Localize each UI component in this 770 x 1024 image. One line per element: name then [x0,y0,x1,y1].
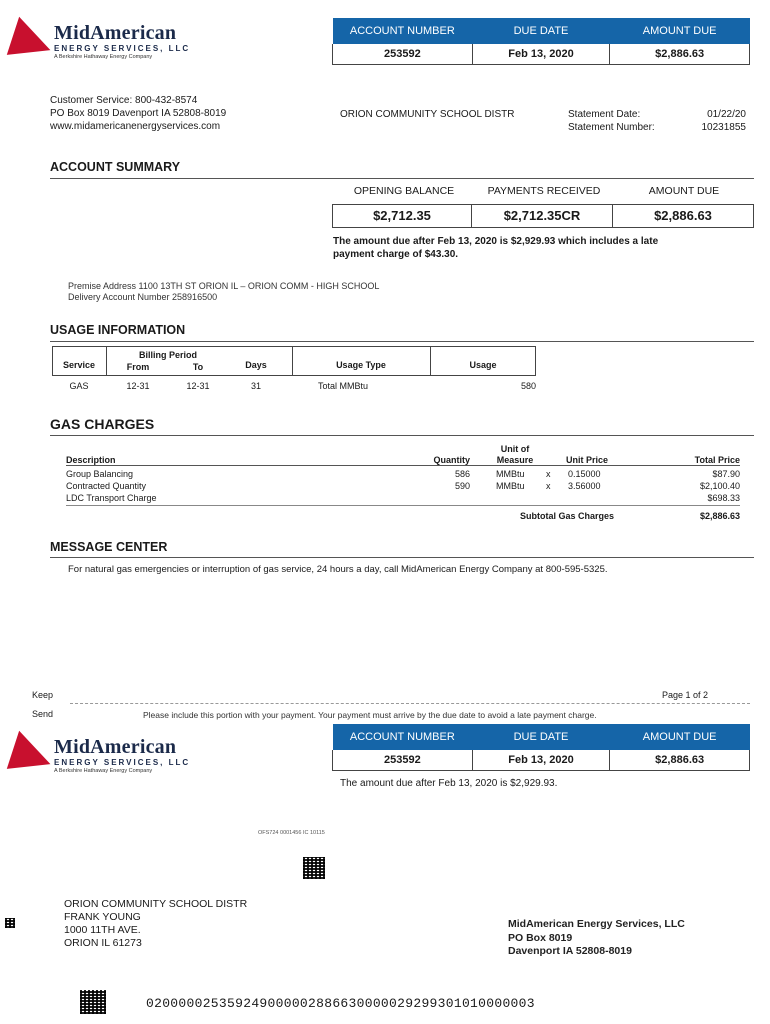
logo-subtitle: ENERGY SERVICES, LLC [54,44,191,53]
stub-due-date-header: DUE DATE [472,724,610,750]
divider [66,505,740,506]
amount-due-header: AMOUNT DUE [610,18,750,44]
side-mark-icon [5,918,15,928]
keep-label: Keep [32,690,54,700]
gc-row-total: $698.33 [707,493,740,503]
usage-row-service: GAS [69,381,89,391]
website-link[interactable]: www.midamericanenergyservices.com [50,121,221,132]
usage-type-header: Usage Type [336,360,386,370]
stub-due-date-value: Feb 13, 2020 [472,750,610,770]
gc-row-total: $87.90 [712,469,740,479]
divider [50,435,754,436]
stub-amount-due-value: $2,886.63 [610,750,750,770]
account-summary-title: ACCOUNT SUMMARY [50,160,181,174]
due-date-header: DUE DATE [472,18,610,44]
usage-days-header: Days [245,360,267,370]
gc-quantity-header: Quantity [433,455,470,465]
statement-date-label: Statement Date: [568,109,641,120]
usage-usage-header: Usage [469,360,497,370]
customer-service-line: Customer Service: 800-432-8574 [50,95,198,106]
payments-received-value: $2,712.35CR [472,204,613,228]
stub-account-number-header: ACCOUNT NUMBER [333,724,473,750]
message-center-text: For natural gas emergencies or interruption of gas service, 24 hours a day, call MidAmerican Energy Company at 800-595-5325. [68,564,608,575]
usage-row-to: 12-31 [186,381,210,391]
usage-service-header: Service [62,360,96,370]
stub-barcode-icon [303,857,325,879]
statement-number-value: 10231855 [701,122,746,133]
gas-charges-title: GAS CHARGES [50,416,155,432]
premise-block [68,281,379,303]
divider [50,178,754,179]
gc-row-unit: MMBtu [496,481,525,491]
gc-row-description: Group Balancing [66,469,134,479]
mail-to-line: ORION IL 61273 [64,937,142,949]
remit-to-line: PO Box 8019 [508,931,573,944]
logo-name: MidAmerican [54,22,177,44]
usage-from-header: From [126,362,150,372]
customer-name: ORION COMMUNITY SCHOOL DISTR [340,109,515,120]
gc-subtotal-label: Subtotal Gas Charges [520,511,615,521]
usage-title: USAGE INFORMATION [50,323,186,337]
scan-qr-icon [80,990,106,1014]
account-number-header: ACCOUNT NUMBER [333,18,473,44]
stub-account-number-value: 253592 [333,750,473,770]
usage-billing-header: Billing Period [138,350,197,360]
statement-info [568,108,746,134]
opening-balance-header: OPENING BALANCE [353,185,455,197]
logo-name: MidAmerican [54,736,177,758]
gc-row-x: x [546,469,551,479]
gc-unit-price-header: Unit Price [565,455,608,465]
usage-row-usage: 580 [520,381,536,391]
gc-row-total: $2,100.40 [699,481,740,491]
contact-block [50,94,226,133]
late-note-line-1: The amount due after Feb 13, 2020 is $2,929.93 which includes a late [333,236,659,247]
remit-to-address [508,918,685,959]
premise-address: Premise Address 1100 13TH ST ORION IL – ORION COMM - HIGH SCHOOL [68,281,380,291]
gc-unit-header-2: Measure [496,455,534,465]
stub-after-note: The amount due after Feb 13, 2020 is $2,929.93. [340,778,558,789]
logo-mark-icon [7,17,57,67]
statement-date-value: 01/22/20 [707,109,746,120]
remit-to-line: MidAmerican Energy Services, LLC [508,918,685,930]
message-center-title: MESSAGE CENTER [50,540,168,554]
po-box-line: PO Box 8019 Davenport IA 52808-8019 [50,108,227,119]
delivery-account: Delivery Account Number 258916500 [68,292,218,302]
divider [50,341,754,342]
include-note: Please include this portion with your payment. Your payment must arrive by the due date to avoid a late payment charge. [143,710,597,720]
tear-line [70,703,750,704]
usage-to-header: To [192,362,204,372]
mail-to-line: FRANK YOUNG [64,911,141,923]
gc-row-description: LDC Transport Charge [66,493,157,503]
gc-description-header: Description [66,455,116,465]
gc-subtotal-value: $2,886.63 [699,511,740,521]
gc-unit-header-1: Unit of [500,444,530,454]
logo-mark-icon [7,731,57,781]
account-box [332,18,750,65]
statement-number-label: Statement Number: [568,122,655,133]
gc-row-unit: MMBtu [496,469,525,479]
page-number: Page 1 of 2 [662,690,709,700]
remit-to-line: Davenport IA 52808-8019 [508,945,632,957]
opening-balance-value: $2,712.35 [332,204,472,228]
usage-row-days: 31 [250,381,261,391]
gc-row-quantity: 590 [454,481,470,491]
summary-amount-due-header: AMOUNT DUE [648,185,720,197]
gc-total-price-header: Total Price [694,455,740,465]
usage-row-type: Total MMBtu [318,381,369,391]
late-payment-note [333,235,658,261]
gc-row-unit-price: 3.56000 [568,481,601,491]
gc-row-unit-price: 0.15000 [568,469,601,479]
stub-company-logo [12,736,212,786]
gc-row-quantity: 586 [454,469,470,479]
logo-subtitle: ENERGY SERVICES, LLC [54,758,191,767]
mail-to-line: ORION COMMUNITY SCHOOL DISTR [64,898,248,910]
divider [50,557,754,558]
stub-amount-due-header: AMOUNT DUE [610,724,750,750]
send-label: Send [32,709,54,719]
gc-row-description: Contracted Quantity [66,481,147,491]
company-logo [12,22,212,72]
due-date-value: Feb 13, 2020 [472,44,610,64]
logo-tagline: A Berkshire Hathaway Energy Company [54,768,153,774]
account-number-value: 253592 [333,44,473,64]
payments-received-header: PAYMENTS RECEIVED [487,185,601,197]
mail-to-line: 1000 11TH AVE. [64,924,141,936]
late-note-line-2: payment charge of $43.30. [333,249,459,260]
stub-account-box [332,724,750,771]
logo-tagline: A Berkshire Hathaway Energy Company [54,54,153,60]
gc-row-x: x [546,481,551,491]
amount-due-value: $2,886.63 [610,44,750,64]
summary-amount-due-value: $2,886.63 [613,204,754,228]
scanline: 020000025359249000002886630000029299301010000003 [146,996,535,1011]
mail-to-address [64,898,247,950]
usage-row-from: 12-31 [126,381,150,391]
divider [66,465,740,466]
stub-tiny-code: OFS724 0001456 IC 10115 [258,830,325,836]
